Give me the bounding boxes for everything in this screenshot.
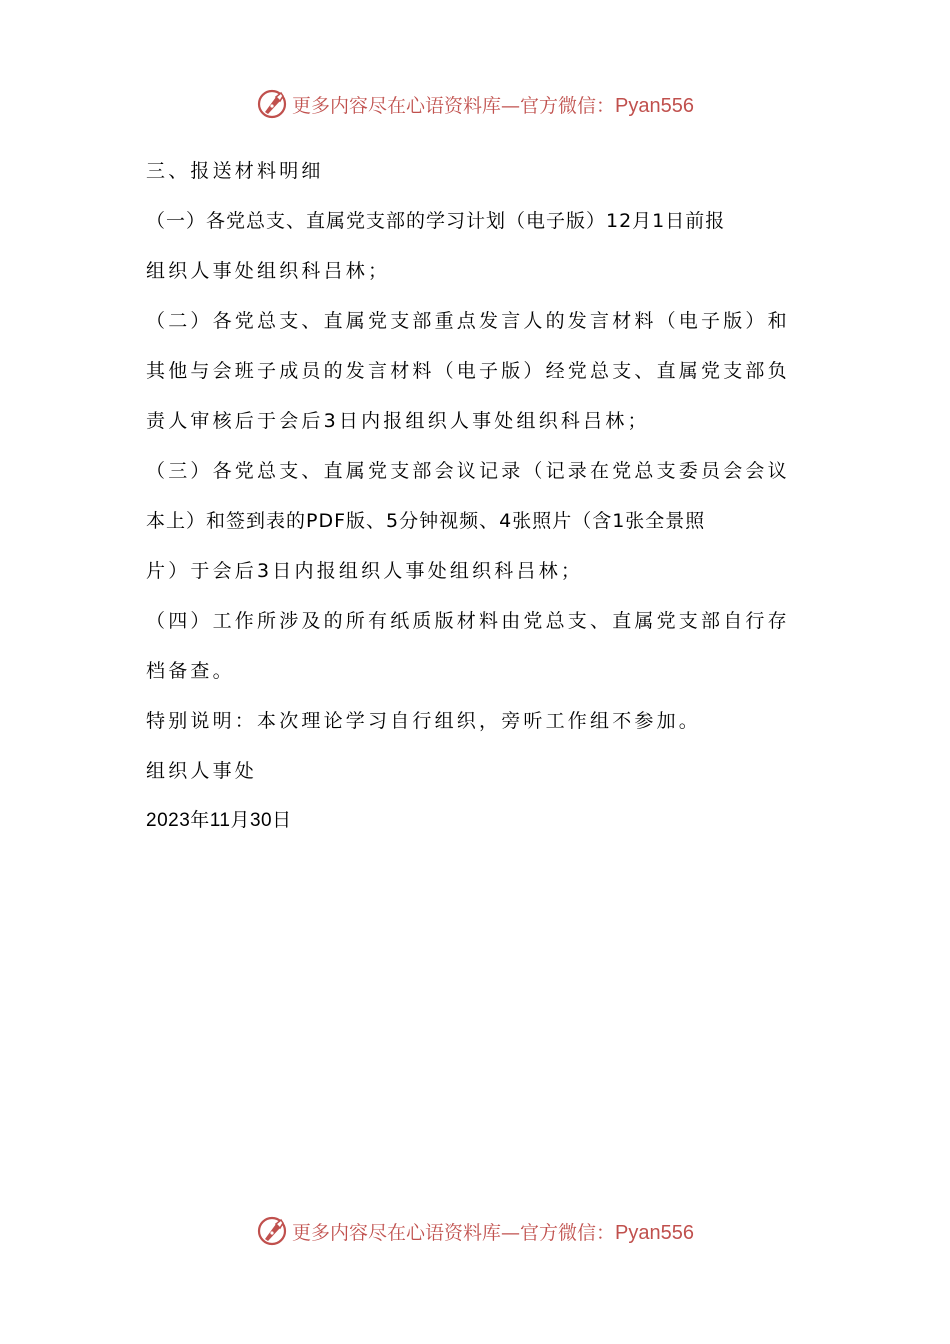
watermark-account: Pyan556	[615, 94, 694, 117]
footer-watermark	[0, 1211, 950, 1251]
paragraph-line: （一）各党总支、直属党支部的学习计划（电子版）12月1日前报	[146, 210, 726, 232]
section-heading: 三、报送材料明细	[146, 160, 324, 182]
signature-department: 组织人事处	[146, 760, 258, 782]
paragraph-line: （二）各党总支、直属党支部重点发言人的发言材料（电子版）和	[146, 310, 790, 332]
paragraph-line: （三）各党总支、直属党支部会议记录（记录在党总支委员会会议	[146, 460, 790, 482]
paragraph-line: 其他与会班子成员的发言材料（电子版）经党总支、直属党支部负	[146, 360, 790, 382]
watermark-text: 更多内容尽在心语资料库—官方微信：Pyan556	[292, 1221, 694, 1244]
watermark-text: 更多内容尽在心语资料库—官方微信：Pyan556	[292, 94, 694, 117]
paragraph-line: 片）于会后3日内报组织人事处组织科吕林；	[146, 560, 584, 582]
watermark-account: Pyan556	[615, 1221, 694, 1244]
paragraph-line: （四）工作所涉及的所有纸质版材料由党总支、直属党支部自行存	[146, 610, 790, 632]
document-body	[146, 146, 808, 846]
paragraph-line: 档备查。	[146, 660, 235, 682]
header-watermark	[0, 84, 950, 124]
paragraph-line: 本上）和签到表的PDF版、5分钟视频、4张照片（含1张全景照	[146, 510, 706, 532]
paragraph-line: 责人审核后于会后3日内报组织人事处组织科吕林；	[146, 410, 650, 432]
paragraph-line: 组织人事处组织科吕林；	[146, 260, 391, 282]
pen-nib-logo-icon	[256, 1215, 288, 1247]
signature-date: 2023年11月30日	[146, 810, 292, 831]
special-note: 特别说明：本次理论学习自行组织，旁听工作组不参加。	[146, 710, 702, 732]
pen-nib-logo-icon	[256, 88, 288, 120]
